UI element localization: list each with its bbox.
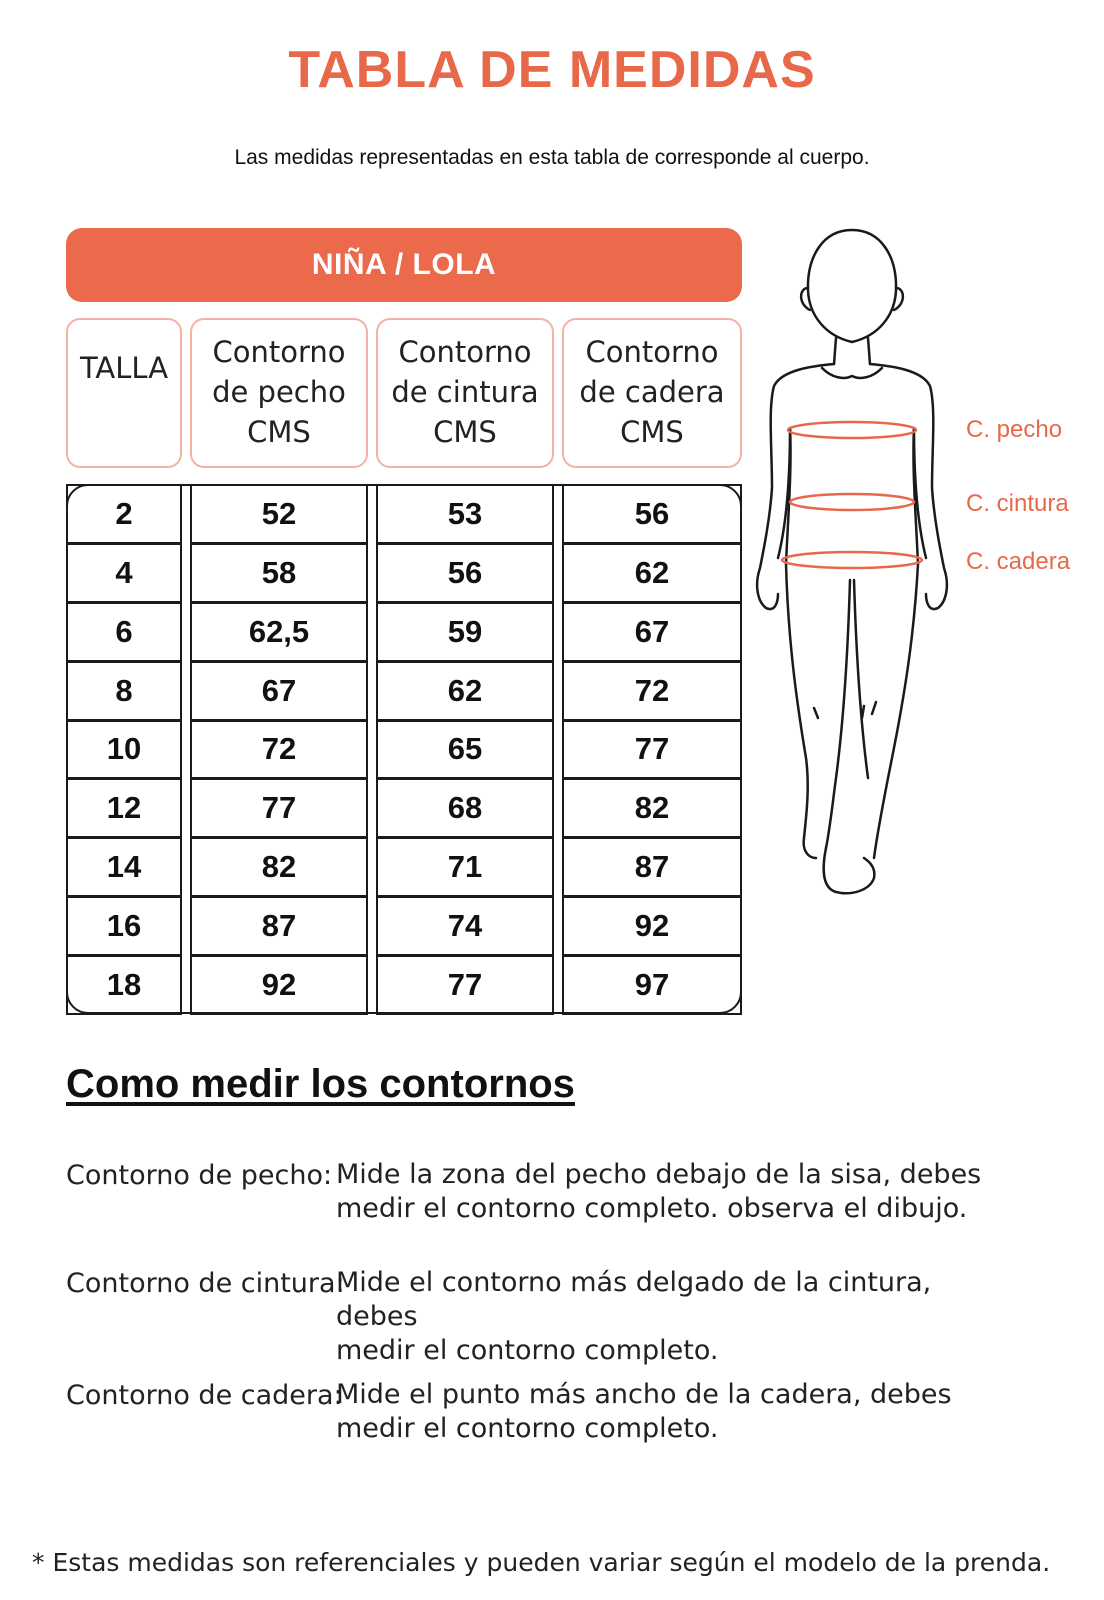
measurement-cell: 77 [190,778,368,838]
header-line: TALLA [79,351,169,385]
measurement-cell: 58 [190,543,368,603]
header-line: de pecho [212,375,346,409]
measurement-cell: 68 [376,778,554,838]
measurement-cell: 62 [562,543,742,603]
size-cell: 2 [66,484,182,544]
footer-note: * Estas medidas son referenciales y pueden variar según el modelo de la prenda. [32,1548,1051,1577]
size-cell: 14 [66,837,182,897]
how-to-measure-title: Como medir los contornos [66,1062,575,1106]
measurement-cell: 77 [376,955,554,1015]
instruction-text-hip [336,1378,1016,1446]
table-header-cell [562,318,742,468]
size-cell: 16 [66,896,182,956]
waist-measure-label: C. cintura [966,490,1069,517]
measurement-cell: 67 [190,661,368,721]
table-banner: NIÑA / LOLA [66,228,742,302]
instruction-label-hip: Contorno de cadera: [66,1380,343,1411]
hip-measure-label: C. cadera [966,548,1071,575]
size-cell: 8 [66,661,182,721]
measurement-cell: 62,5 [190,602,368,662]
header-line: Contorno [585,335,719,369]
instruction-text-chest [336,1158,1016,1226]
measurement-cell: 65 [376,720,554,780]
measurement-cell: 56 [562,484,742,544]
measurement-cell: 92 [190,955,368,1015]
size-cell: 6 [66,602,182,662]
table-header-cell [376,318,554,468]
table-header-cell [66,318,182,468]
measurement-cell: 59 [376,602,554,662]
measurement-cell: 82 [190,837,368,897]
header-line: CMS [620,415,684,449]
measurement-cell: 87 [562,837,742,897]
measurement-cell: 97 [562,955,742,1015]
measurement-cell: 74 [376,896,554,956]
chest-measure-label: C. pecho [966,416,1063,443]
measurement-cell: 62 [376,661,554,721]
measurement-cell: 67 [562,602,742,662]
header-line: CMS [247,415,311,449]
measurement-cell: 52 [190,484,368,544]
measurement-cell: 53 [376,484,554,544]
measurement-cell: 82 [562,778,742,838]
size-table [66,484,742,1014]
measurement-cell: 71 [376,837,554,897]
instruction-label-waist: Contorno de cintura: [66,1268,345,1299]
instruction-line: medir el contorno completo. [336,1413,719,1444]
measurement-cell: 92 [562,896,742,956]
instruction-line: Mide el contorno más delgado de la cintura, debes [336,1267,932,1332]
header-line: Contorno [212,335,346,369]
body-figure-illustration [752,218,952,908]
header-line: CMS [433,415,497,449]
size-cell: 12 [66,778,182,838]
instruction-line: medir el contorno completo. observa el dibujo. [336,1193,968,1224]
measurement-cell: 77 [562,720,742,780]
header-line: de cintura [391,375,539,409]
size-cell: 4 [66,543,182,603]
page-subtitle: Las medidas representadas en esta tabla de corresponde al cuerpo. [234,146,870,169]
instruction-text-waist [336,1266,1016,1368]
size-cell: 10 [66,720,182,780]
page-title: TABLA DE MEDIDAS [288,41,816,99]
measurement-cell: 87 [190,896,368,956]
header-line: Contorno [398,335,532,369]
size-cell: 18 [66,955,182,1015]
measurement-cell: 72 [190,720,368,780]
measurement-cell: 56 [376,543,554,603]
instruction-label-chest: Contorno de pecho: [66,1160,333,1191]
instruction-line: medir el contorno completo. [336,1335,719,1366]
instruction-line: Mide la zona del pecho debajo de la sisa, debes [336,1159,982,1190]
header-line: de cadera [579,375,725,409]
table-header-cell [190,318,368,468]
instruction-line: Mide el punto más ancho de la cadera, debes [336,1379,952,1410]
measurement-cell: 72 [562,661,742,721]
